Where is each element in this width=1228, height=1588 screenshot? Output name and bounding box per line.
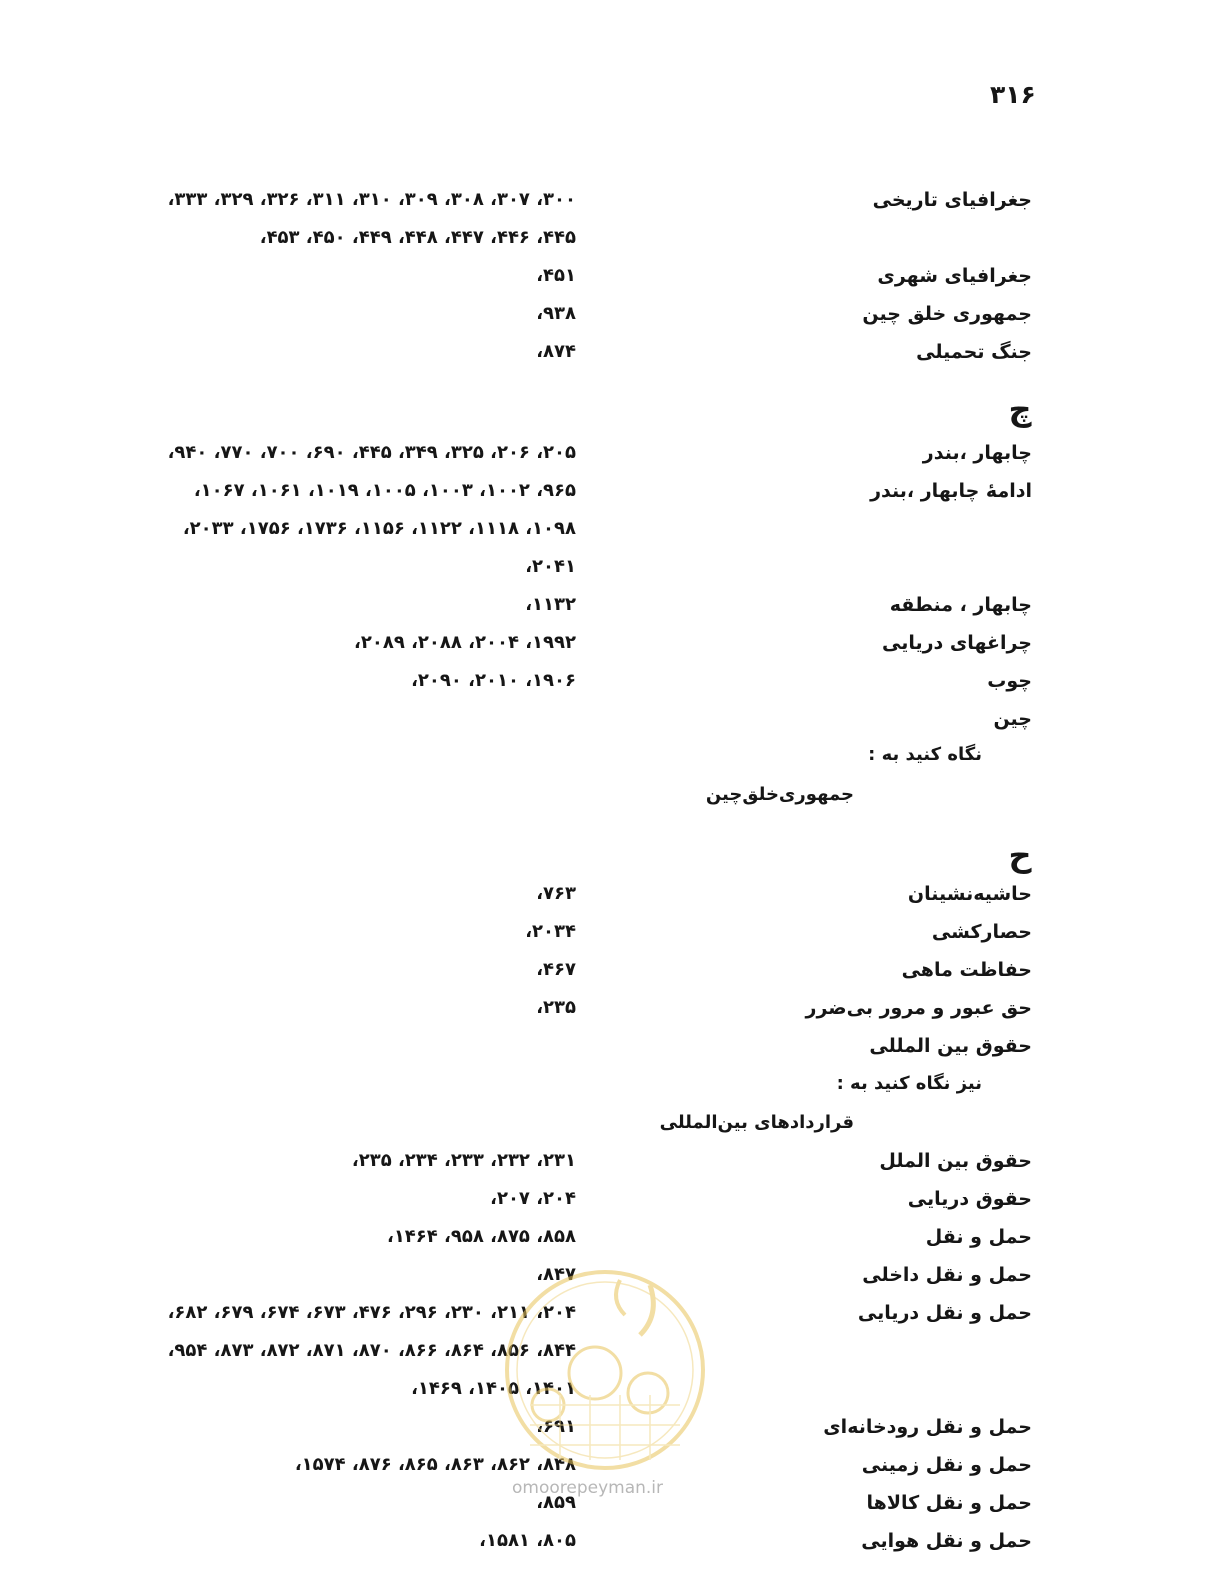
entry-pages: ۱۰۹۸، ۱۱۱۸، ۱۱۲۲، ۱۱۵۶، ۱۷۳۶، ۱۷۵۶، ۲۰۳۳،: [182, 518, 576, 539]
entry-pages: ۲۰۴، ۲۰۷،: [490, 1188, 576, 1209]
entry-term: حمل و نقل هوایی: [861, 1530, 1032, 1552]
entry-term: ادامهٔ چابهار ،بندر: [870, 480, 1032, 502]
index-entry: [0, 436, 1228, 474]
entry-pages: ۲۳۵،: [536, 997, 576, 1018]
entry-pages: ۳۰۰، ۳۰۷، ۳۰۸، ۳۰۹، ۳۱۰، ۳۱۱، ۳۲۶، ۳۲۹، ۳۳۳،: [167, 189, 576, 210]
watermark-logo-icon: [500, 1255, 710, 1505]
see-reference-target: [0, 778, 1228, 816]
entry-term: جغرافیای تاریخی: [872, 189, 1032, 211]
entry-pages: ۴۵۱،: [536, 265, 576, 286]
entry-term: چابهار ،بندر: [922, 442, 1032, 464]
index-entry: [0, 664, 1228, 702]
entry-pages: ۴۶۷،: [536, 959, 576, 980]
index-entry: [0, 991, 1228, 1029]
entry-pages: ۱۹۹۲، ۲۰۰۴، ۲۰۸۸، ۲۰۸۹،: [354, 632, 576, 653]
entry-pages: ۸۰۵، ۱۵۸۱،: [479, 1530, 576, 1551]
entry-pages: ۸۵۸، ۸۷۵، ۹۵۸، ۱۴۶۴،: [386, 1226, 576, 1247]
entry-term: حمل و نقل رودخانه‌ای: [823, 1416, 1032, 1438]
entry-term: حمل و نقل کالاها: [866, 1492, 1032, 1514]
see-target: جمهوری‌خلق‌چین: [705, 784, 854, 805]
section-letter: چ: [1008, 390, 1032, 428]
entry-term: حمل و نقل زمینی: [861, 1454, 1032, 1476]
index-entry: [0, 702, 1228, 740]
entry-pages: ۲۳۱، ۲۳۲، ۲۳۳، ۲۳۴، ۲۳۵،: [351, 1150, 576, 1171]
index-entry: [0, 335, 1228, 373]
index-entry: [0, 259, 1228, 297]
entry-term: حق عبور و مرور بی‌ضرر: [805, 997, 1032, 1019]
entry-pages: ۱۱۳۲،: [525, 594, 576, 615]
entry-term: حاشیه‌نشینان: [907, 883, 1032, 905]
entry-pages: ۲۰۴، ۲۱۱، ۲۳۰، ۲۹۶، ۴۷۶، ۶۷۳، ۶۷۴، ۶۷۹، ۶۸۲،: [167, 1302, 576, 1323]
entry-term: حقوق بین الملل: [879, 1150, 1032, 1172]
entry-pages: ۸۷۴،: [536, 341, 576, 362]
entry-term: حمل و نقل داخلی: [862, 1264, 1032, 1286]
index-entry: [0, 1220, 1228, 1258]
entry-pages: ۲۰۵، ۲۰۶، ۳۲۵، ۳۴۹، ۴۴۵، ۶۹۰، ۷۰۰، ۷۷۰، ۹۴۰،: [167, 442, 576, 463]
index-entry: [0, 915, 1228, 953]
index-entry: [0, 588, 1228, 626]
index-entry: [0, 474, 1228, 512]
section-letter: ح: [1008, 836, 1032, 874]
entry-pages: ۸۵۹،: [536, 1492, 576, 1513]
entry-term: حمل و نقل: [925, 1226, 1032, 1248]
index-entry: [0, 221, 1228, 259]
entry-term: چین: [993, 708, 1032, 730]
entry-term: جنگ تحمیلی: [916, 341, 1032, 363]
see-reference: [0, 738, 1228, 776]
entry-pages: ۹۶۵، ۱۰۰۲، ۱۰۰۳، ۱۰۰۵، ۱۰۱۹، ۱۰۶۱، ۱۰۶۷،: [193, 480, 576, 501]
index-entry: [0, 512, 1228, 550]
entry-pages: ۴۴۵، ۴۴۶، ۴۴۷، ۴۴۸، ۴۴۹، ۴۵۰، ۴۵۳،: [259, 227, 576, 248]
index-entry: [0, 1029, 1228, 1067]
index-entry: [0, 297, 1228, 335]
entry-term: حصارکشی: [931, 921, 1032, 943]
see-label: نگاه کنید به :: [868, 744, 982, 765]
entry-term: چوب: [987, 670, 1032, 692]
page-number: ۳۱۶: [990, 80, 1036, 109]
entry-term: جغرافیای شهری: [877, 265, 1032, 287]
entry-pages: ۲۰۴۱،: [525, 556, 576, 577]
index-entry: [0, 1182, 1228, 1220]
entry-pages: ۶۹۱،: [536, 1416, 576, 1437]
see-reference: [0, 1067, 1228, 1105]
entry-pages: ۱۹۰۶، ۲۰۱۰، ۲۰۹۰،: [411, 670, 576, 691]
entry-term: چراغهای دریایی: [881, 632, 1032, 654]
see-reference-target: [0, 1106, 1228, 1144]
index-entry: [0, 1144, 1228, 1182]
entry-term: حمل و نقل دریایی: [857, 1302, 1032, 1324]
entry-pages: ۷۶۳،: [536, 883, 576, 904]
entry-pages: ۹۳۸،: [536, 303, 576, 324]
entry-term: جمهوری خلق چین: [862, 303, 1032, 325]
entry-pages: ۱۴۰۱، ۱۴۰۵، ۱۴۶۹،: [411, 1378, 576, 1399]
index-entry: [0, 953, 1228, 991]
entry-term: حفاظت ماهی: [901, 959, 1032, 981]
entry-pages: ۲۰۳۴،: [525, 921, 576, 942]
entry-term: حقوق دریایی: [907, 1188, 1032, 1210]
index-entry: [0, 1524, 1228, 1562]
index-entry: [0, 626, 1228, 664]
index-entry: [0, 183, 1228, 221]
see-also-label: نیز نگاه کنید به :: [836, 1073, 982, 1094]
index-entry: [0, 550, 1228, 588]
watermark-url: omoorepeyman.ir: [512, 1478, 664, 1498]
entry-pages: ۸۴۸، ۸۶۲، ۸۶۳، ۸۶۵، ۸۷۶، ۱۵۷۴،: [294, 1454, 576, 1475]
entry-term: حقوق بین المللی: [869, 1035, 1032, 1057]
see-also-target: قراردادهای بین‌المللی: [659, 1112, 854, 1133]
entry-pages: ۸۴۷،: [536, 1264, 576, 1285]
entry-term: چابهار ، منطقه: [889, 594, 1032, 616]
entry-pages: ۸۴۴، ۸۵۶، ۸۶۴، ۸۶۶، ۸۷۰، ۸۷۱، ۸۷۲، ۸۷۳، ۹۵۴،: [167, 1340, 576, 1361]
index-entry: [0, 877, 1228, 915]
